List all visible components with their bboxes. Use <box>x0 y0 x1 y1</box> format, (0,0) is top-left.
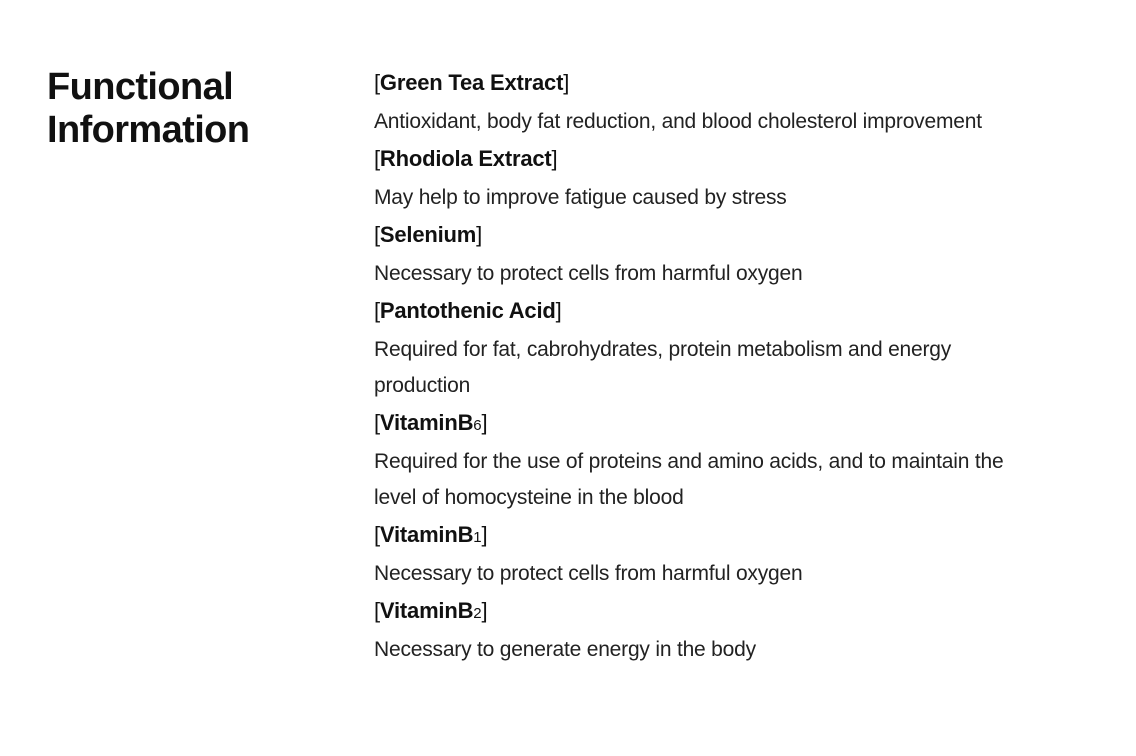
ingredient-name <box>374 404 1014 444</box>
bracket-close: ] <box>481 410 488 435</box>
bracket-open: [ <box>374 522 380 547</box>
ingredient-description: Necessary to protect cells from harmful oxygen <box>374 262 803 285</box>
ingredient-description: Necessary to protect cells from harmful oxygen <box>374 562 803 585</box>
bracket-close: ] <box>481 522 488 547</box>
ingredient-name <box>374 292 1014 332</box>
bracket-open: [ <box>374 410 380 435</box>
ingredient-name <box>374 140 1014 180</box>
ingredient-description: Required for the use of proteins and amino acids, and to maintain the level of homocysteine in the blood <box>374 450 1004 509</box>
info-item-selenium <box>374 216 1014 292</box>
page-title-line-1: Functional <box>47 66 234 108</box>
ingredient-name <box>374 516 1014 556</box>
functional-info-list <box>374 64 1014 668</box>
page-title <box>47 66 249 152</box>
bracket-close: ] <box>555 298 562 323</box>
ingredient-subscript: 6 <box>473 417 482 434</box>
ingredient-name <box>374 592 1014 632</box>
bracket-close: ] <box>551 146 558 171</box>
ingredient-label: Rhodiola Extract <box>379 146 552 171</box>
ingredient-label: VitaminB <box>379 410 474 435</box>
ingredient-label: Green Tea Extract <box>379 70 564 95</box>
ingredient-description: Antioxidant, body fat reduction, and blood cholesterol improvement <box>374 110 982 133</box>
bracket-close: ] <box>476 222 483 247</box>
ingredient-label: VitaminB <box>379 598 474 623</box>
ingredient-description: Required for fat, cabrohydrates, protein metabolism and energy production <box>374 338 952 397</box>
info-item-green-tea-extract <box>374 64 1014 140</box>
bracket-open: [ <box>374 598 380 623</box>
ingredient-description: Necessary to generate energy in the body <box>374 638 756 661</box>
ingredient-subscript: 2 <box>473 605 482 622</box>
ingredient-name <box>374 64 1014 104</box>
ingredient-label: Pantothenic Acid <box>379 298 556 323</box>
info-item-pantothenic-acid <box>374 292 1014 404</box>
bracket-open: [ <box>374 222 380 247</box>
bracket-open: [ <box>374 70 380 95</box>
info-item-vitamin-b6 <box>374 404 1014 516</box>
ingredient-subscript: 1 <box>473 529 482 546</box>
bracket-close: ] <box>563 70 570 95</box>
ingredient-label: Selenium <box>379 222 477 247</box>
info-item-vitamin-b2 <box>374 592 1014 668</box>
ingredient-label: VitaminB <box>379 522 474 547</box>
ingredient-description: May help to improve fatigue caused by stress <box>374 186 787 209</box>
info-item-vitamin-b1 <box>374 516 1014 592</box>
ingredient-name <box>374 216 1014 256</box>
info-item-rhodiola-extract <box>374 140 1014 216</box>
bracket-open: [ <box>374 298 380 323</box>
bracket-open: [ <box>374 146 380 171</box>
bracket-close: ] <box>481 598 488 623</box>
page-title-line-2: Information <box>47 109 250 151</box>
